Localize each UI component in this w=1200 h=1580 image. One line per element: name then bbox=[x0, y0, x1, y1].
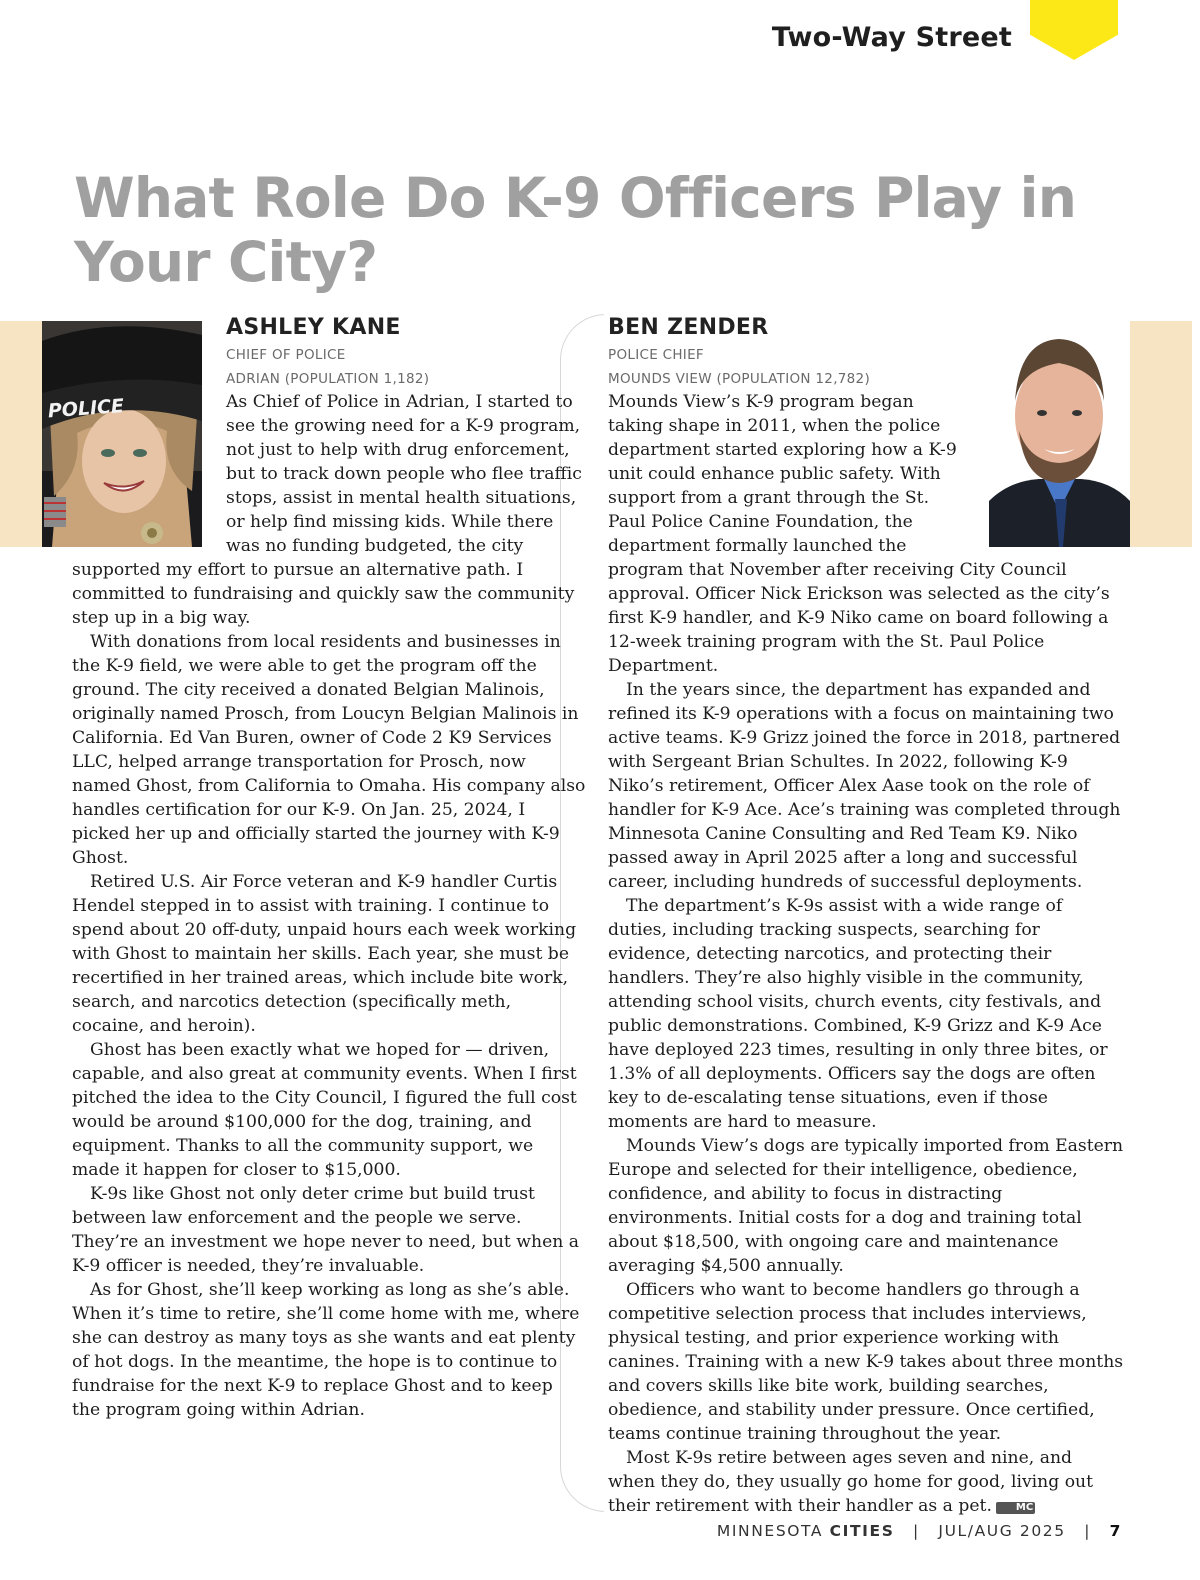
author-location-left: ADRIAN (POPULATION 1,182) bbox=[226, 371, 430, 387]
article-column-left bbox=[72, 390, 586, 1422]
paragraph-text: Most K-9s retire between ages seven and nine, and when they do, they usually go home for good, living out their retirement with their handler as a pet. bbox=[608, 1448, 1094, 1516]
paragraph: In the years since, the department has expanded and refined its K-9 operations with a focus on maintaining two active teams. K-9 Grizz joined the force in 2018, partnered with Sergeant Brian Schultes. In 2022, following K-9 Niko’s retirement, Officer Alex Aase took on the role of handler for K-9 Ace. Ace’s training was completed through Minnesota Canine Consulting and Red Team K9. Niko passed away in April 2025 after a long and successful career, including hundreds of successful deployments. bbox=[608, 680, 1121, 892]
photo-band-left bbox=[0, 321, 42, 547]
page-footer bbox=[717, 1522, 1122, 1540]
paragraph: Officers who want to become handlers go through a competitive selection process that includes interviews, physical testing, and prior experience working with canines. Training with a new K-9 takes about three months and covers skills like bite work, building searches, obedience, and stability under pressure. Once certified, teams continue training throughout the year. bbox=[608, 1280, 1124, 1444]
author-location-right: MOUNDS VIEW (POPULATION 12,782) bbox=[608, 371, 871, 387]
paragraph: The department’s K-9s assist with a wide range of duties, including tracking suspects, searching for evidence, detecting narcotics, and protecting their handlers. They’re also highly visible in the community, attending school visits, church events, city festivals, and public demonstrations. Combined, K-9 Grizz and K-9 Ace have deployed 223 times, resulting in only three bites, or 1.3% of all deployments. Officers say the dogs are often key to de-escalating tense situations, even if those moments are hard to measure. bbox=[608, 896, 1108, 1132]
page-number: 7 bbox=[1109, 1522, 1122, 1540]
issue-date: JUL/AUG 2025 bbox=[938, 1522, 1066, 1540]
photo-band-right bbox=[1130, 321, 1192, 547]
paragraph: K-9s like Ghost not only deter crime but build trust between law enforcement and the people we serve. They’re an investment we hope never to need, but when a K-9 officer is needed, they’re invaluable. bbox=[72, 1184, 580, 1276]
page-title: What Role Do K-9 Officers Play in Your City? bbox=[74, 166, 1077, 294]
paragraph: Retired U.S. Air Force veteran and K-9 handler Curtis Hendel stepped in to assist with training. I continue to spend about 20 off-duty, unpaid hours each week working with Ghost to maintain her skills. Each year, she must be recertified in her trained areas, which include bite work, search, and narcotics detection (specifically meth, cocaine, and heroin). bbox=[72, 872, 577, 1036]
footer-separator: | bbox=[1084, 1522, 1092, 1540]
paragraph: With donations from local residents and businesses in the K-9 field, we were able to get the program off the ground. The city received a donated Belgian Malinois, originally named Prosch, from Loucyn Belgian Malinois in California. Ed Van Buren, owner of Code 2 K9 Services LLC, helped arrange transportation for Prosch, now named Ghost, from California to Omaha. His company also handles certification for our K-9. On Jan. 25, 2024, I picked her up and officially started the journey with K-9 Ghost. bbox=[72, 632, 586, 868]
magazine-name-bold: CITIES bbox=[829, 1522, 895, 1540]
paragraph: Mounds View’s dogs are typically imported from Eastern Europe and selected for their intelligence, obedience, confidence, and ability to focus in distracting environments. Initial costs for a dog and training total about $18,500, with ongoing care and maintenance averaging $4,500 annually. bbox=[608, 1136, 1124, 1276]
paragraph: Mounds View’s K-9 program began taking shape in 2011, when the police department started exploring how a K-9 unit could enhance public safety. With support from a grant through the St. Paul Police Canine Foundation, the department formally launched the program that November after receiving City Council approval. Officer Nick Erickson was selected as the city’s first K-9 handler, and K-9 Niko came on board following a 12-week training program with the St. Paul Police Department. bbox=[608, 392, 1110, 676]
paragraph: Ghost has been exactly what we hoped for — driven, capable, and also great at community events. When I first pitched the idea to the City Council, I figured the full cost would be around $100,000 for the dog, training, and equipment. Thanks to all the community support, we made it happen for closer to $15,000. bbox=[72, 1040, 577, 1180]
author-title-right: POLICE CHIEF bbox=[608, 347, 704, 363]
end-mark-icon: MC bbox=[996, 1502, 1035, 1514]
author-name-right: BEN ZENDER bbox=[608, 315, 769, 340]
section-label: Two-Way Street bbox=[771, 22, 1012, 53]
author-name-left: ASHLEY KANE bbox=[226, 315, 401, 340]
magazine-name-prefix: MINNESOTA bbox=[716, 1522, 824, 1540]
paragraph: As Chief of Police in Adrian, I started to see the growing need for a K-9 program, not just to help with drug enforcement, but to track down people who flee traffic stops, assist in mental health situations, or help find missing kids. While there was no funding budgeted, the city supported my effort to pursue an alternative path. I committed to fundraising and quickly saw the community step up in a big way. bbox=[72, 392, 582, 628]
author-title-left: CHIEF OF POLICE bbox=[226, 347, 346, 363]
section-tab-accent bbox=[1030, 0, 1118, 60]
paragraph-last bbox=[608, 1446, 1124, 1518]
paragraph: As for Ghost, she’ll keep working as long as she’s able. When it’s time to retire, she’ll come home with me, where she can destroy as many toys as she wants and eat plenty of hot dogs. In the meantime, the hope is to continue to fundraise for the next K-9 to replace Ghost and to keep the program going within Adrian. bbox=[72, 1280, 580, 1420]
footer-separator: | bbox=[913, 1522, 920, 1540]
article-column-right bbox=[608, 390, 1124, 1518]
photo-hat-text: POLICE bbox=[47, 395, 125, 423]
